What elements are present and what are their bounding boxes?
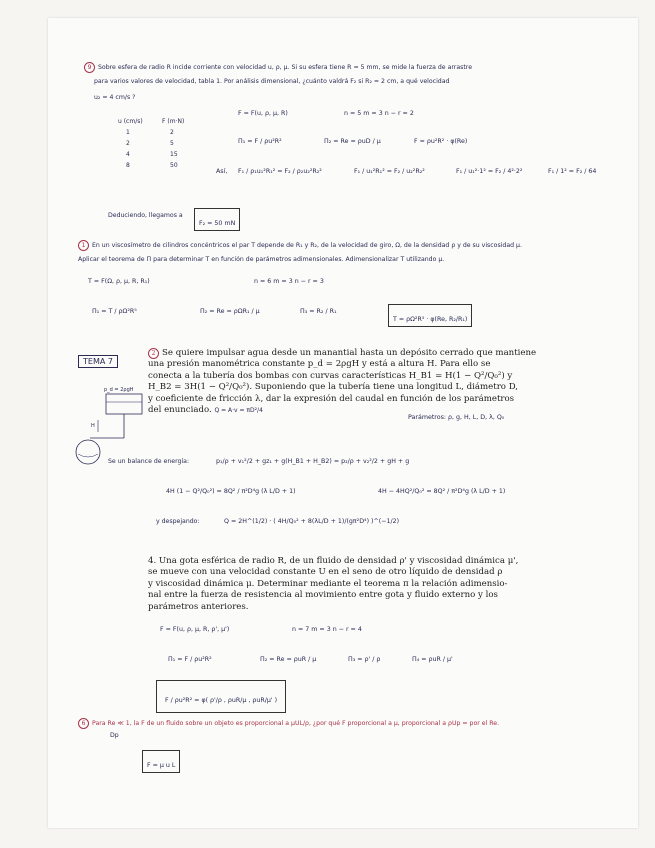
problem-3-number: 2 bbox=[148, 348, 159, 359]
p2-pi3: Π₃ = R₂ / R₁ bbox=[300, 308, 337, 315]
p4-result-box: F / ρu²R² = φ( ρ'/ρ , ρuR/μ , ρuR/μ' ) bbox=[156, 680, 286, 713]
tema-label: TEMA 7 bbox=[78, 355, 118, 368]
velocity-force-table: u (cm/s) F (m·N) 1 2 2 5 4 15 8 50 bbox=[118, 118, 185, 169]
problem-1-number: 9 bbox=[84, 62, 95, 73]
problem-5-line-1: 6 Para Re ≪ 1, la F de un fluido sobre un objeto es proporcional a μUL/ρ, ¿por qué F proporcional a μ, proporcional a ρUp = por el Re. bbox=[78, 718, 499, 729]
p1-result: F = ρu²R² · φ(Re) bbox=[414, 138, 468, 145]
p3-final-eq: Q = 2H^(1/2) · ( 4H/Q₀² + 8(λL/D + 1)/(gπ²D⁴) )^(−1/2) bbox=[224, 518, 400, 525]
p1-conclusion: Deduciendo, llegamos a bbox=[108, 212, 183, 219]
tank-pressure-label: p_d = 2ρgH bbox=[104, 387, 134, 393]
p1-function-eq: F = F(u, ρ, μ, R) bbox=[238, 110, 288, 117]
problem-3-text: 2 Se quiere impulsar agua desde un manantial hasta un depósito cerrado que mantiene una presión manométrica constante p_d = 2ρgH y está a altura H. Para ello se conecta a la tubería dos bombas con curvas características H_B1 = H(1 − Q²/Q₀²) y H_B2 = 3H(1 − Q²/Q₀²). Suponiendo que la tubería tiene una longitud L, diámetro D, y coeficiente de fricción λ, dar la expresión del caudal en función de los parámetros del enunciado. Q = A·v = πD²/4 bbox=[148, 348, 537, 416]
p2-function-eq: T = F(Ω, ρ, μ, R, R₁) bbox=[88, 278, 150, 285]
p4-pi3: Π₃ = ρ' / ρ bbox=[348, 656, 381, 663]
p3-energy-eq: p₁/ρ + v₁²/2 + gz₁ + g(H_B1 + H_B2) = p₂/ρ + v₂²/2 + gH + g bbox=[216, 458, 410, 465]
problem-1-line-2: para varios valores de velocidad, tabla 1. Por análisis dimensional, ¿cuánto valdrá F₂ si R₂ = 2 cm, a qué velocidad bbox=[94, 78, 450, 85]
p4-pi2: Π₂ = Re = ρuR / μ bbox=[260, 656, 317, 663]
p1-ratio-4: F₁ / 1² = F₂ / 64 bbox=[548, 168, 597, 175]
p1-ratio-1: F₁ / ρ₁u₁²R₁² = F₂ / ρ₂u₂²R₂² bbox=[238, 168, 322, 175]
problem-1-line-3: u₂ = 4 cm/s ? bbox=[94, 94, 136, 101]
p3-params: Parámetros: ρ, g, H, L, D, λ, Q₀ bbox=[408, 414, 505, 421]
p2-pi1: Π₁ = T / ρΩ²R⁵ bbox=[92, 308, 137, 315]
p1-counts: n = 5 m = 3 n − r = 2 bbox=[344, 110, 414, 117]
p3-eq-right: 4H − 4HQ²/Q₀² = 8Q² / π²D⁴g (λ L/D + 1) bbox=[378, 488, 506, 495]
p4-pi4: Π₄ = ρuR / μ' bbox=[412, 656, 453, 663]
problem-2-line-1: 1 En un viscosímetro de cilindros concéntricos el par T depende de R₁ y R₂, de la velocidad de giro, Ω, de la densidad ρ y de su viscosidad μ. bbox=[78, 240, 522, 251]
p5-answer-box: F = μ u L bbox=[142, 750, 180, 773]
problem-1-line-1: 9 Sobre esfera de radio R incide corriente con velocidad u, ρ, μ. Si su esfera tiene R = 5 mm, se mide la fuerza de arrastre bbox=[84, 62, 472, 73]
problem-2-line-2: Aplicar el teorema de Π para determinar T en función de parámetros adimensionales. Adimensionalizar T utilizando μ. bbox=[78, 256, 445, 263]
p2-pi2: Π₂ = Re = ρΩR₁ / μ bbox=[200, 308, 260, 315]
p3-despejando: y despejando: bbox=[156, 518, 200, 525]
p1-pi1: Π₁ = F / ρu²R² bbox=[238, 138, 282, 145]
problem-2-number: 1 bbox=[78, 240, 89, 251]
tank-height-label: H bbox=[91, 423, 95, 429]
p2-counts: n = 6 m = 3 n − r = 3 bbox=[254, 278, 324, 285]
p4-pi1: Π₁ = F / ρu²R² bbox=[168, 656, 212, 663]
p1-pi2: Π₂ = Re = ρuD / μ bbox=[324, 138, 381, 145]
p1-answer-box: F₂ = 50 mN bbox=[194, 208, 240, 231]
p1-ratio-3: F₁ / u₁²·1² = F₂ / 4²·2² bbox=[456, 168, 523, 175]
problem-5-number: 6 bbox=[78, 718, 89, 729]
p4-function-eq: F = F(u, ρ, μ, R, ρ', μ') bbox=[160, 626, 230, 633]
p5-sub-label: Dp bbox=[110, 732, 119, 739]
notebook-page bbox=[48, 18, 638, 828]
p3-eq-left: 4H (1 − Q²/Q₀²) = 8Q² / π²D⁴g (λ L/D + 1) bbox=[166, 488, 296, 495]
p1-asi: Así, bbox=[216, 168, 228, 175]
p4-counts: n = 7 m = 3 n − r = 4 bbox=[292, 626, 362, 633]
p1-ratio-2: F₁ / u₁²R₁² = F₂ / u₂²R₂² bbox=[354, 168, 425, 175]
p2-result-box: T = ρΩ²R⁵ · φ(Re, R₂/R₁) bbox=[388, 304, 472, 327]
p3-energy-intro: Se un balance de energía: bbox=[108, 458, 190, 465]
problem-4-text: 4. Una gota esférica de radio R, de un fluido de densidad ρ' y viscosidad dinámica μ', se mueve con una velocidad constante U en el seno de otro líquido de densidad ρ y viscosidad dinámica μ. Determinar mediante el teorema π la relación adimensio- nal entre la fuerza de resistencia al movimiento entre gota y fluido externo y los parámetros anteriores. bbox=[148, 556, 519, 612]
